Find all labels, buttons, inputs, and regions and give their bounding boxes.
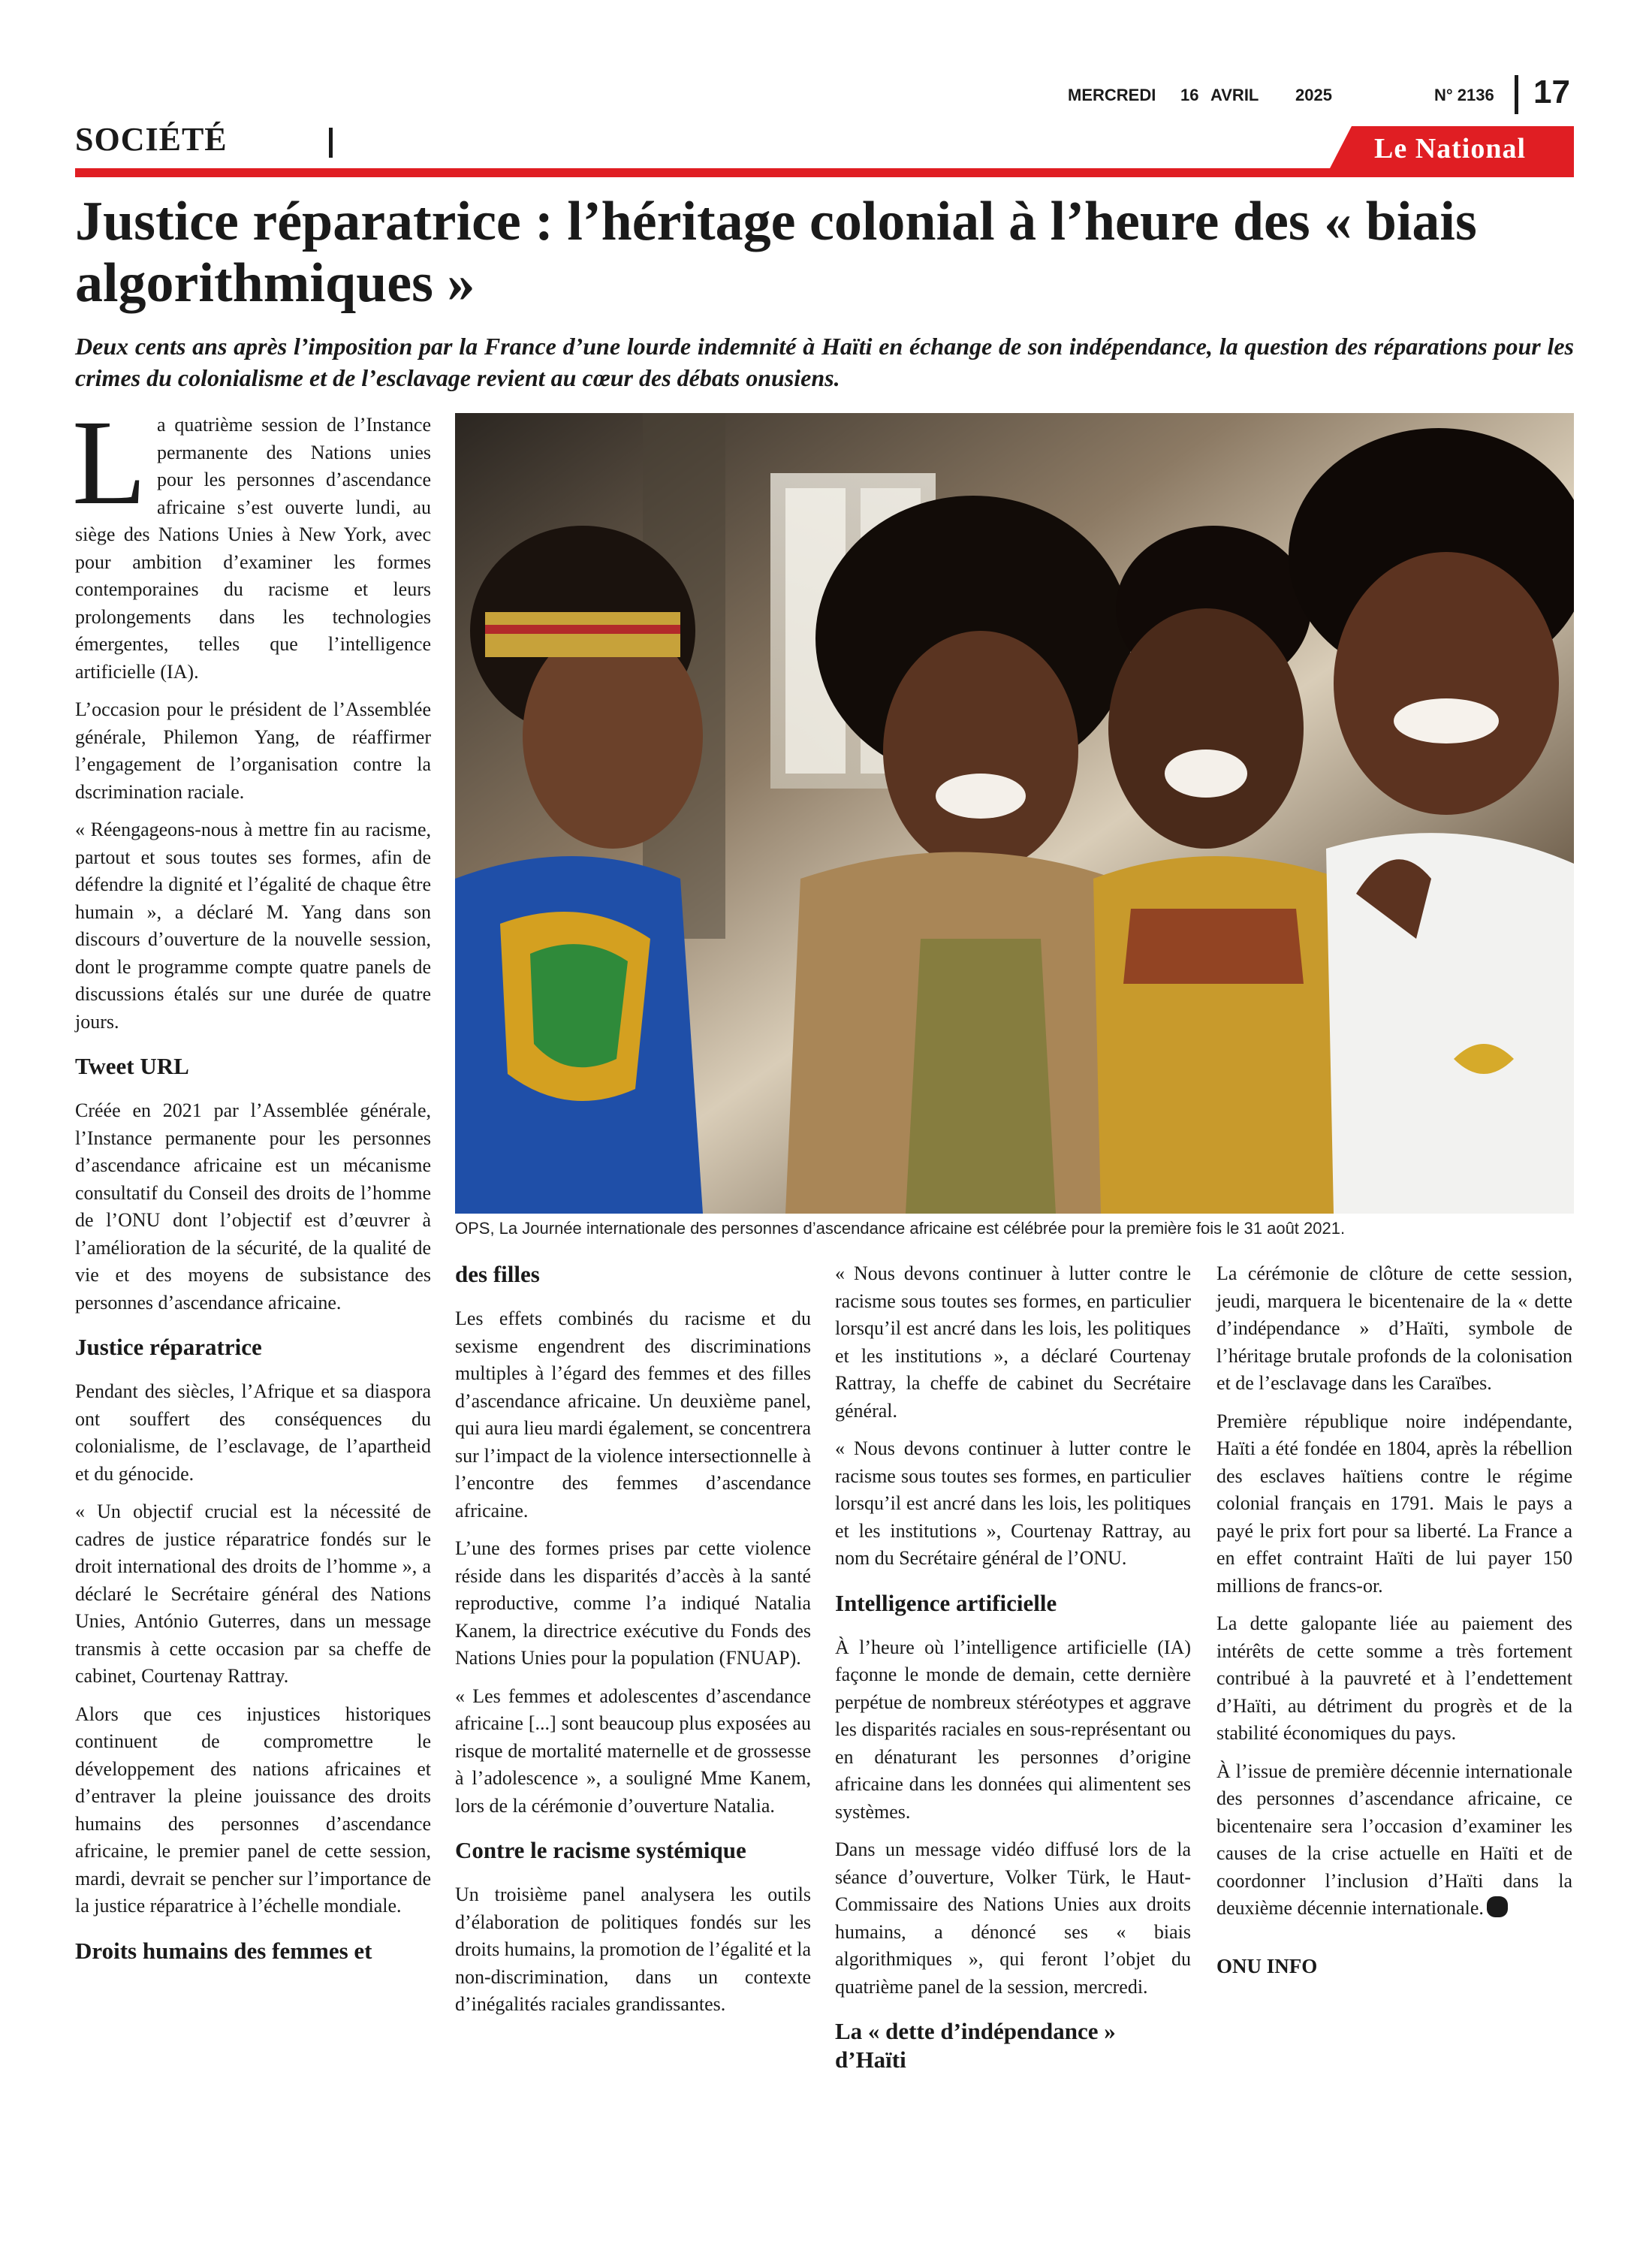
column-3 (835, 1260, 1191, 2091)
paragraph: Pendant des siècles, l’Afrique et sa diaspora ont souffert des conséquences du colonialisme, de l’esclavage, de l’apartheid et du génocide. (75, 1380, 431, 1485)
paragraph: Première république noire indépendante, Haïti a été fondée en 1804, après la rébellion des esclaves haïtiens contre le régime colonial français en 1791. Mais le pays a payé le prix fort pour sa liberté. La France a en effet contraint Haïti de lui payer 150 millions de francs-or. (1216, 1410, 1572, 1597)
subheading-des-filles: des filles (455, 1261, 540, 1287)
headline: Justice réparatrice : l’héritage colonial à l’heure des « biais algorithmiques » (75, 191, 1477, 314)
paragraph: « Réengageons-nous à mettre fin au racisme, partout et sous toutes ses formes, afin de défendre la dignité et l’égalité de chaque être humain », a déclaré M. Yang dans son discours d’ouverture de la nouvelle session, dont le programme compte quatre panels de discussions étalés sur une durée de quatre jours. (75, 819, 431, 1033)
header-year: 2025 (1295, 86, 1332, 104)
header-date-number: 16 (1180, 86, 1199, 104)
header-separator (1515, 75, 1518, 114)
subheading-tweet-url: Tweet URL (75, 1053, 189, 1079)
drop-cap: L (72, 396, 146, 530)
issue-number: N° 2136 (1434, 86, 1494, 104)
paragraph: « Nous devons continuer à lutter contre le racisme sous toutes ses formes, en particulier lorsqu’il est ancré dans les lois, les politiques et les institutions », Courtenay Rattray, au nom du Secrétaire général de l’ONU. (835, 1437, 1191, 1569)
end-of-article-icon (1487, 1896, 1508, 1917)
header-rule (75, 168, 1574, 177)
lead-paragraph: La quatrième session de l’Instance permanente des Nations unies pour les personnes d’ascendance africaine s’est ouverte lundi, au siège des Nations Unies à New York, avec pour ambition d’examiner les formes contemporaines du racisme et leurs prolongements dans les technologies émergentes, telles que l’intelligence artificielle (IA). (72, 396, 431, 683)
paragraph: Dans un message vidéo diffusé lors de la séance d’ouverture, Volker Türk, le Haut-Commissaire des Nations Unies aux droits humains, a dénoncé ses « biais algorithmiques », qui feront l’objet du quatrième panel de la session, mercredi. (835, 1838, 1191, 1998)
paragraph: La dette galopante liée au paiement des intérêts de cette somme a très fortement contribué à la pauvreté et à l’endettement d’Haïti, au détriment du progrès et de la stabilité économiques du pays. (1216, 1612, 1572, 1744)
article-photo (455, 413, 1574, 1214)
column-1 (72, 396, 431, 1982)
byline: ONU INFO (1216, 1954, 1318, 1977)
photo-illustration (455, 413, 1574, 1214)
paragraph: Un troisième panel analysera les outils d’élaboration de politiques fondés sur les droits humains, la promotion de l’égalité et la non-discrimination, dans un contexte d’inégalités raciales grandissantes. (455, 1884, 811, 2015)
paragraph: « Les femmes et adolescentes d’ascendance africaine [...] sont beaucoup plus exposées au risque de mortalité maternelle et de grossesse à l’adolescence », a souligné Mme Kanem, lors de la cérémonie d’ouverture Natalia. (455, 1684, 811, 1817)
brand-name: Le National (1374, 133, 1527, 164)
page-number: 17 (1533, 74, 1570, 110)
section-label: SOCIÉTÉ (75, 121, 228, 158)
photo-caption: OPS, La Journée internationale des personnes d’ascendance africaine est célébrée pour la première fois le 31 août 2021. (455, 1219, 1346, 1238)
subheading-dette-independance: La « dette d’indépendance » d’Haïti (835, 2018, 1116, 2073)
paragraph: « Nous devons continuer à lutter contre le racisme sous toutes ses formes, en particulier lorsqu’il est ancré dans les lois, les politiques et les institutions », a déclaré Courtenay Rattray, la cheffe de cabinet du Secrétaire général. (835, 1262, 1191, 1422)
subheading-racisme-systemique: Contre le racisme systémique (455, 1837, 746, 1863)
subheading-droits-femmes: Droits humains des femmes et (75, 1937, 372, 1964)
subheading-intelligence-artificielle: Intelligence artificielle (835, 1589, 1057, 1616)
section-divider (329, 128, 333, 158)
paragraph: Les effets combinés du racisme et du sexisme engendrent des discriminations multiples à l’égard des femmes et des filles d’ascendance africaine. Un deuxième panel, qui aura lieu mardi également, se concentrera sur l’impact de la violence intersectionnelle à l’encontre des femmes d’ascendance africaine. (455, 1307, 811, 1522)
paragraph: « Un objectif crucial est la nécessité de cadres de justice réparatrice fondés sur le droit international des droits de l’homme », a déclaré le Secrétaire général des Nations Unies, António Guterres, dans un message transmis à cette occasion par sa cheffe de cabinet, Courtenay Rattray. (75, 1500, 431, 1687)
paragraph: Alors que ces injustices historiques continuent de compromettre le développement des nations africaines et d’entraver la pleine jouissance des droits humains des personnes d’ascendance africaine, le premier panel de cette session, mardi, devrait se pencher sur l’importance de la justice réparatrice à l’échelle mondiale. (75, 1703, 431, 1917)
paragraph-final: À l’issue de première décennie internationale des personnes d’ascendance africaine, ce bicentenaire sera l’occasion d’examiner les causes de la crise actuelle en Haïti et de coordonner l’inclusion d’Haïti dans la deuxième décennie internationale. (1216, 1760, 1572, 1919)
subheading-justice-reparatrice: Justice réparatrice (75, 1334, 262, 1360)
column-2 (455, 1260, 811, 2029)
header-month: AVRIL (1210, 86, 1259, 104)
paragraph: À l’heure où l’intelligence artificielle (IA) façonne le monde de demain, cette dernière perpétue de nombreux stéréotypes et aggrave les disparités raciales en sous-représentant ou en dénaturant les personnes d’origine africaine dans les données qui alimentent ses systèmes. (835, 1636, 1191, 1823)
paragraph: L’occasion pour le président de l’Assemblée générale, Philemon Yang, de réaffirmer l’engagement de l’organisation contre la dscrimination raciale. (75, 698, 431, 803)
header-day: MERCREDI (1068, 86, 1156, 104)
standfirst: Deux cents ans après l’imposition par la France d’une lourde indemnité à Haïti en échange de son indépendance, la question des réparations pour les crimes du colonialisme et de l’esclavage revient au cœur des débats onusiens. (75, 333, 1574, 391)
paragraph: Créée en 2021 par l’Assemblée générale, l’Instance permanente pour les personnes d’ascendance africaine est un mécanisme consultatif du Conseil des droits de l’homme de l’ONU dont l’objectif est d’œuvrer à l’amélioration de la sécurité, de la qualité de vie et des moyens de subsistance des personnes d’ascendance africaine. (75, 1099, 431, 1313)
column-4 (1216, 1260, 1572, 1990)
paragraph: L’une des formes prises par cette violence réside dans les disparités d’accès à la santé reproductive, comme l’a indiqué Natalia Kanem, la directrice exécutive du Fonds des Nations Unies pour la population (FNUAP). (455, 1537, 811, 1669)
paragraph: La cérémonie de clôture de cette session, jeudi, marquera le bicentenaire de la « dette d’indépendance » d’Haïti, symbole de l’héritage brutale profonds de la colonisation et de l’esclavage dans les Caraïbes. (1216, 1262, 1572, 1394)
